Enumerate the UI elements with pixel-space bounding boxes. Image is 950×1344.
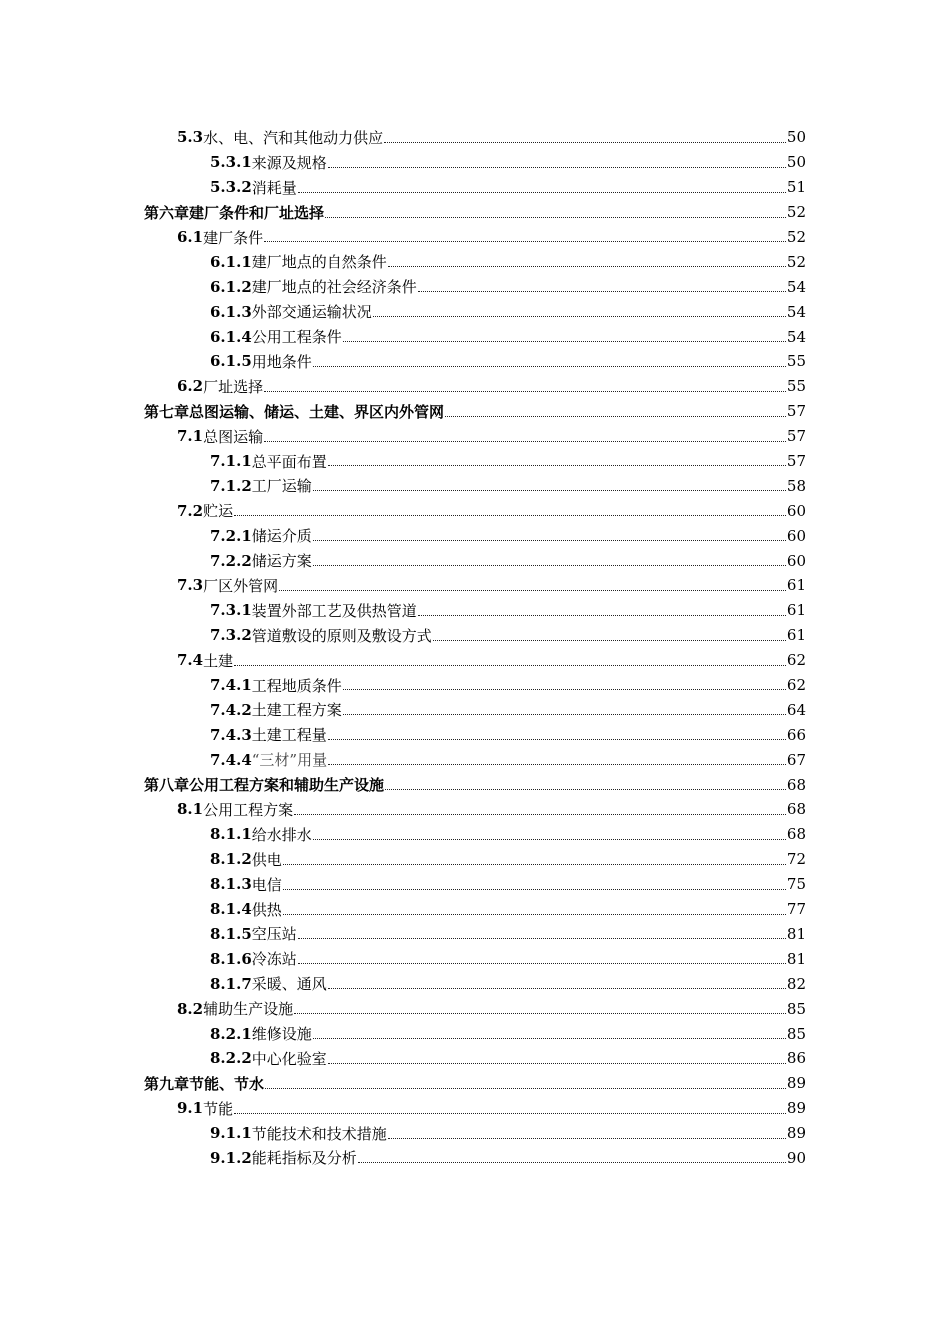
toc-entry-number: 第九章: [144, 1074, 190, 1093]
toc-entry-number: 8.2.2: [210, 1049, 252, 1068]
toc-entry-number: 7.2.1: [210, 526, 252, 545]
dot-leader: [298, 962, 786, 964]
toc-entry[interactable]: [0, 922, 950, 947]
toc-entry-page-number: 68: [786, 775, 806, 794]
toc-entry[interactable]: [0, 673, 950, 698]
toc-entry-page-number: 54: [786, 302, 806, 321]
dot-leader: [234, 514, 786, 516]
toc-entry[interactable]: [0, 697, 950, 722]
toc-entry-page-number: 89: [786, 1099, 806, 1118]
dot-leader: [313, 1037, 786, 1039]
toc-entry[interactable]: [0, 797, 950, 822]
toc-entry[interactable]: [0, 125, 950, 150]
toc-entry[interactable]: [0, 971, 950, 996]
toc-entry[interactable]: [0, 473, 950, 498]
toc-entry-title: 电信: [251, 875, 282, 894]
toc-entry[interactable]: [0, 200, 950, 225]
toc-entry[interactable]: [0, 872, 950, 897]
toc-entry[interactable]: [0, 847, 950, 872]
toc-entry-number: 7.4.1: [210, 676, 252, 695]
toc-entry-title: 公用工程方案: [203, 800, 294, 819]
toc-entry[interactable]: [0, 772, 950, 797]
toc-entry[interactable]: [0, 573, 950, 598]
toc-entry-title: 厂址选择: [203, 377, 264, 396]
toc-entry-number: 9.1.2: [210, 1148, 252, 1167]
toc-entry[interactable]: [0, 1021, 950, 1046]
toc-entry-title: 节能: [203, 1099, 234, 1118]
dot-leader: [388, 265, 786, 267]
dot-leader: [279, 589, 786, 591]
dot-leader: [388, 1137, 786, 1139]
toc-entry-title: 采暖、通风: [251, 975, 327, 994]
toc-entry-number: 8.1.3: [210, 875, 252, 894]
toc-entry-page-number: 50: [786, 128, 806, 147]
toc-entry[interactable]: [0, 523, 950, 548]
toc-entry[interactable]: [0, 1046, 950, 1071]
toc-entry-number: 6.1.5: [210, 352, 252, 371]
toc-entry[interactable]: [0, 150, 950, 175]
toc-entry-page-number: 60: [786, 551, 806, 570]
toc-entry-number: 5.3: [177, 128, 204, 147]
toc-entry-page-number: 62: [786, 676, 806, 695]
toc-entry-title: 节能、节水: [189, 1074, 265, 1093]
toc-entry-number: 8.2.1: [210, 1024, 252, 1043]
toc-entry-page-number: 85: [786, 999, 806, 1018]
dot-leader: [298, 191, 786, 193]
toc-entry-page-number: 68: [786, 825, 806, 844]
dot-leader: [445, 415, 786, 417]
toc-entry-title: 供热: [251, 900, 282, 919]
toc-entry[interactable]: [0, 548, 950, 573]
toc-entry[interactable]: [0, 623, 950, 648]
dot-leader: [313, 365, 786, 367]
toc-entry-page-number: 60: [786, 501, 806, 520]
toc-entry-page-number: 55: [786, 377, 806, 396]
toc-entry-title: 贮运: [203, 502, 234, 521]
dot-leader: [294, 1012, 786, 1014]
toc-entry[interactable]: [0, 299, 950, 324]
dot-leader: [234, 1112, 786, 1114]
dot-leader: [283, 913, 786, 915]
dot-leader: [264, 440, 786, 442]
toc-entry-title: 土建工程量: [251, 726, 327, 745]
dot-leader: [343, 688, 786, 690]
toc-entry[interactable]: [0, 374, 950, 399]
toc-entry-title: 工程地质条件: [251, 676, 342, 695]
toc-entry-title: 工厂运输: [251, 477, 312, 496]
dot-leader: [264, 390, 786, 392]
toc-entry-page-number: 60: [786, 526, 806, 545]
toc-entry-number: 6.1.1: [210, 252, 252, 271]
toc-entry-page-number: 61: [786, 601, 806, 620]
toc-entry-number: 5.3.1: [210, 153, 252, 172]
toc-entry-number: 5.3.2: [210, 178, 252, 197]
toc-entry[interactable]: [0, 225, 950, 250]
toc-entry-page-number: 89: [786, 1074, 806, 1093]
dot-leader: [418, 290, 786, 292]
toc-entry[interactable]: [0, 946, 950, 971]
toc-entry-page-number: 51: [786, 178, 806, 197]
dot-leader: [313, 539, 786, 541]
toc-entry[interactable]: [0, 1121, 950, 1146]
toc-entry-page-number: 66: [786, 725, 806, 744]
toc-entry-title: 冷冻站: [251, 950, 297, 969]
toc-entry-number: 8.1.6: [210, 949, 252, 968]
toc-entry-number: 8.1.2: [210, 850, 252, 869]
dot-leader: [313, 489, 786, 491]
toc-entry[interactable]: [0, 1071, 950, 1096]
toc-entry[interactable]: [0, 449, 950, 474]
toc-entry-title: 供电: [251, 850, 282, 869]
toc-entry-number: 7.4.4: [210, 750, 252, 769]
toc-entry-number: 7.4: [177, 651, 204, 670]
toc-entry[interactable]: [0, 996, 950, 1021]
dot-leader: [418, 614, 786, 616]
toc-entry-title: 总平面布置: [251, 452, 327, 471]
toc-entry[interactable]: [0, 349, 950, 374]
toc-entry-title: 水、电、汽和其他动力供应: [203, 128, 384, 147]
toc-entry-page-number: 50: [786, 153, 806, 172]
toc-entry[interactable]: [0, 249, 950, 274]
toc-entry-page-number: 77: [786, 900, 806, 919]
toc-entry-page-number: 62: [786, 651, 806, 670]
toc-entry-title: 辅助生产设施: [203, 1000, 294, 1019]
toc-entry-number: 第七章: [144, 402, 190, 421]
toc-entry-number: 8.2: [177, 999, 204, 1018]
toc-entry-title: 空压站: [251, 925, 297, 944]
toc-entry[interactable]: [0, 498, 950, 523]
toc-entry-title: 储运介质: [251, 527, 312, 546]
toc-entry-page-number: 57: [786, 402, 806, 421]
dot-leader: [328, 166, 786, 168]
toc-entry-page-number: 75: [786, 875, 806, 894]
toc-entry-number: 9.1: [177, 1099, 204, 1118]
toc-entry-title: 给水排水: [251, 825, 312, 844]
toc-entry-title: 消耗量: [251, 178, 297, 197]
toc-entry-number: 7.1.1: [210, 452, 252, 471]
toc-entry-page-number: 86: [786, 1049, 806, 1068]
toc-entry-number: 8.1.7: [210, 974, 252, 993]
toc-entry-number: 第八章: [144, 776, 190, 795]
toc-entry-title: 建厂地点的社会经济条件: [251, 278, 417, 297]
toc-entry-title: 建厂地点的自然条件: [251, 253, 387, 272]
toc-entry-page-number: 57: [786, 452, 806, 471]
dot-leader: [325, 216, 786, 218]
dot-leader: [298, 937, 786, 939]
dot-leader: [373, 315, 786, 317]
dot-leader: [343, 713, 786, 715]
toc-entry-page-number: 55: [786, 352, 806, 371]
toc-entry-title: 用地条件: [251, 352, 312, 371]
toc-entry-title: 中心化验室: [251, 1049, 327, 1068]
toc-entry-page-number: 81: [786, 924, 806, 943]
dot-leader: [343, 340, 786, 342]
toc-entry-number: 8.1.4: [210, 900, 252, 919]
toc-entry-title: 来源及规格: [251, 153, 327, 172]
toc-entry-number: 7.2.2: [210, 551, 252, 570]
toc-entry-title: 公用工程方案和辅助生产设施: [189, 776, 385, 795]
toc-entry-title: 维修设施: [251, 1025, 312, 1043]
dot-leader: [234, 664, 786, 666]
dot-leader: [433, 639, 786, 641]
dot-leader: [328, 1062, 786, 1064]
toc-entry-number: 7.4.2: [210, 700, 252, 719]
toc-entry-page-number: 81: [786, 949, 806, 968]
toc-entry-number: 6.1.3: [210, 302, 252, 321]
toc-entry-title: 公用工程条件: [251, 328, 342, 347]
toc-entry-title: 外部交通运输状况: [251, 303, 372, 322]
toc-entry-page-number: 61: [786, 626, 806, 645]
toc-entry[interactable]: [0, 897, 950, 922]
toc-entry-page-number: 72: [786, 850, 806, 869]
toc-entry-page-number: 68: [786, 800, 806, 819]
toc-entry[interactable]: [0, 598, 950, 623]
toc-entry-title: 管道敷设的原则及敷设方式: [251, 626, 432, 645]
dot-leader: [328, 763, 786, 765]
toc-entry-page-number: 52: [786, 203, 806, 222]
toc-entry[interactable]: [0, 424, 950, 449]
dot-leader: [328, 987, 786, 989]
dot-leader: [313, 564, 786, 566]
dot-leader: [264, 240, 786, 242]
dot-leader: [294, 813, 786, 815]
toc-entry-title: 总图运输、储运、土建、界区内外管网: [189, 402, 445, 421]
dot-leader: [328, 738, 786, 740]
toc-entry[interactable]: [0, 648, 950, 673]
toc-entry-number: 7.1.2: [210, 476, 252, 495]
dot-leader: [385, 788, 786, 790]
toc-entry-title: 土建: [203, 651, 234, 670]
toc-entry-number: 6.1: [177, 228, 204, 246]
toc-entry-title: 储运方案: [251, 552, 312, 571]
toc-entry-title: 总图运输: [203, 427, 264, 446]
dot-leader: [358, 1161, 786, 1163]
toc-entry[interactable]: [0, 175, 950, 200]
toc-entry[interactable]: [0, 822, 950, 847]
toc-entry-number: 9.1.1: [210, 1124, 252, 1143]
table-of-contents: [0, 125, 950, 1170]
toc-entry[interactable]: [0, 1096, 950, 1121]
toc-entry-title: 能耗指标及分析: [251, 1149, 357, 1168]
dot-leader: [283, 863, 786, 865]
toc-entry-title: 厂区外管网: [203, 576, 279, 595]
toc-entry[interactable]: [0, 399, 950, 424]
dot-leader: [283, 888, 786, 890]
toc-entry-page-number: 67: [786, 750, 806, 769]
toc-entry-number: 8.1.5: [210, 924, 252, 943]
toc-entry[interactable]: [0, 274, 950, 299]
toc-entry-page-number: 89: [786, 1124, 806, 1143]
toc-entry-page-number: 52: [786, 228, 806, 246]
toc-entry-title: 节能技术和技术措施: [251, 1124, 387, 1143]
toc-entry-page-number: 85: [786, 1024, 806, 1043]
dot-leader: [313, 838, 786, 840]
toc-entry-page-number: 52: [786, 252, 806, 271]
toc-entry-number: 第六章: [144, 203, 190, 222]
toc-entry-number: 7.3: [177, 576, 204, 595]
dot-leader: [328, 464, 786, 466]
toc-entry-number: 7.2: [177, 501, 204, 520]
toc-entry-number: 7.1: [177, 427, 204, 446]
toc-entry-page-number: 54: [786, 327, 806, 346]
toc-entry-page-number: 82: [786, 974, 806, 993]
dot-leader: [384, 141, 786, 143]
toc-entry[interactable]: [0, 324, 950, 349]
toc-entry-page-number: 58: [786, 476, 806, 495]
toc-entry-page-number: 61: [786, 576, 806, 595]
toc-entry[interactable]: [0, 1146, 950, 1171]
toc-entry-title: 土建工程方案: [251, 701, 342, 720]
toc-entry-number: 8.1.1: [210, 825, 252, 844]
toc-entry-page-number: 64: [786, 700, 806, 719]
toc-entry-title: 建厂条件和厂址选择: [189, 203, 325, 222]
toc-entry[interactable]: [0, 747, 950, 772]
dot-leader: [265, 1087, 786, 1089]
toc-entry-number: 6.1.4: [210, 327, 252, 346]
toc-entry-page-number: 90: [786, 1148, 806, 1167]
toc-entry-title: 建厂条件: [203, 228, 264, 247]
toc-entry[interactable]: [0, 722, 950, 747]
toc-entry-page-number: 54: [786, 277, 806, 296]
toc-entry-number: 7.4.3: [210, 725, 252, 744]
toc-entry-number: 7.3.2: [210, 626, 252, 645]
toc-entry-number: 6.1.2: [210, 277, 252, 296]
toc-entry-number: 8.1: [177, 800, 204, 819]
toc-entry-page-number: 57: [786, 427, 806, 446]
toc-entry-title: 装置外部工艺及供热管道: [251, 601, 417, 620]
toc-entry-number: 6.2: [177, 377, 204, 396]
toc-entry-number: 7.3.1: [210, 601, 252, 620]
toc-entry-title: “三材”用量: [251, 751, 328, 770]
